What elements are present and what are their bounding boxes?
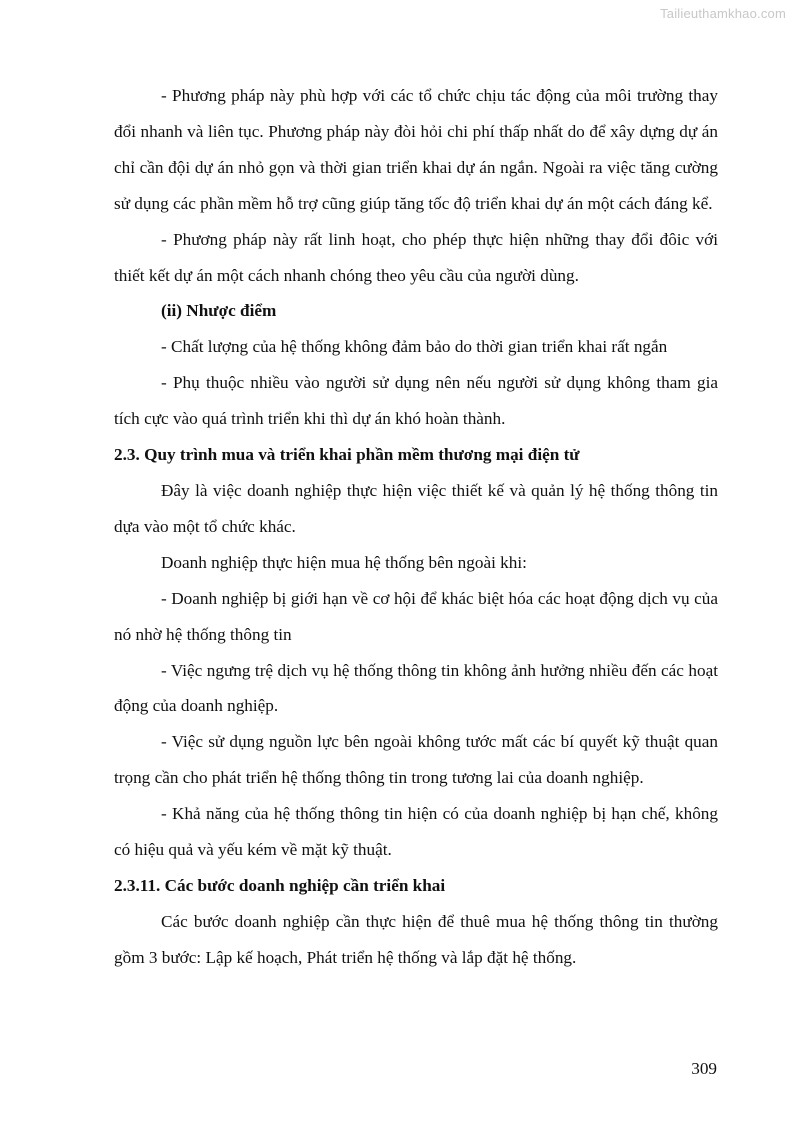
paragraph-steps: Các bước doanh nghiệp cần thực hiện để thuê mua hệ thống thông tin thường gồm 3 bước: Lập kế hoạch, Phát triển hệ thống và lắp đặt hệ thống. [114,911,718,967]
paragraph-condition-1: - Doanh nghiệp bị giới hạn về cơ hội để khác biệt hóa các hoạt động dịch vụ của nó nhờ hệ thống thông tin [114,588,718,644]
paragraph-conditions-intro: Doanh nghiệp thực hiện mua hệ thống bên ngoài khi: [161,552,527,572]
paragraph-disadvantage-1: - Chất lượng của hệ thống không đảm bảo do thời gian triển khai rất ngắn [161,337,668,357]
subheading-disadvantages: (ii) Nhược điểm [161,301,277,321]
section-heading-2-3-11: 2.3.11. Các bước doanh nghiệp cần triển khai [114,875,446,895]
document-body [114,78,718,976]
paragraph-advantage-2: - Phương pháp này rất linh hoạt, cho phép thực hiện những thay đổi đôic với thiết kết dự án một cách nhanh chóng theo yêu cầu của người dùng. [114,229,718,285]
paragraph-condition-3: - Việc sử dụng nguồn lực bên ngoài không tước mất các bí quyết kỹ thuật quan trọng cần cho phát triển hệ thống thông tin trong tương lai của doanh nghiệp. [114,732,718,788]
paragraph-condition-4: - Khả năng của hệ thống thông tin hiện có của doanh nghiệp bị hạn chế, không có hiệu quả và yếu kém về mặt kỹ thuật. [114,804,718,860]
paragraph-condition-2: - Việc ngưng trệ dịch vụ hệ thống thông tin không ảnh hưởng nhiều đến các hoạt động của doanh nghiệp. [114,660,718,716]
page-number: 309 [691,1059,717,1078]
paragraph-advantage-1: - Phương pháp này phù hợp với các tổ chức chịu tác động của môi trường thay đổi nhanh và liên tục. Phương pháp này đòi hỏi chi phí thấp nhất do để xây dựng dự án chỉ cần đội dự án nhỏ gọn và thời gian triển khai dự án ngắn. Ngoài ra việc tăng cường sử dụng các phần mềm hỗ trợ cũng giúp tăng tốc độ triển khai dự án một cách đáng kể. [114,86,718,213]
section-heading-2-3: 2.3. Quy trình mua và triển khai phần mềm thương mại điện tử [114,445,580,465]
paragraph-disadvantage-2: - Phụ thuộc nhiều vào người sử dụng nên nếu người sử dụng không tham gia tích cực vào quá trình triển khi thì dự án khó hoàn thành. [114,373,718,429]
paragraph-definition: Đây là việc doanh nghiệp thực hiện việc thiết kế và quản lý hệ thống thông tin dựa vào một tổ chức khác. [114,480,718,536]
watermark: Tailieuthamkhao.com [660,6,786,21]
